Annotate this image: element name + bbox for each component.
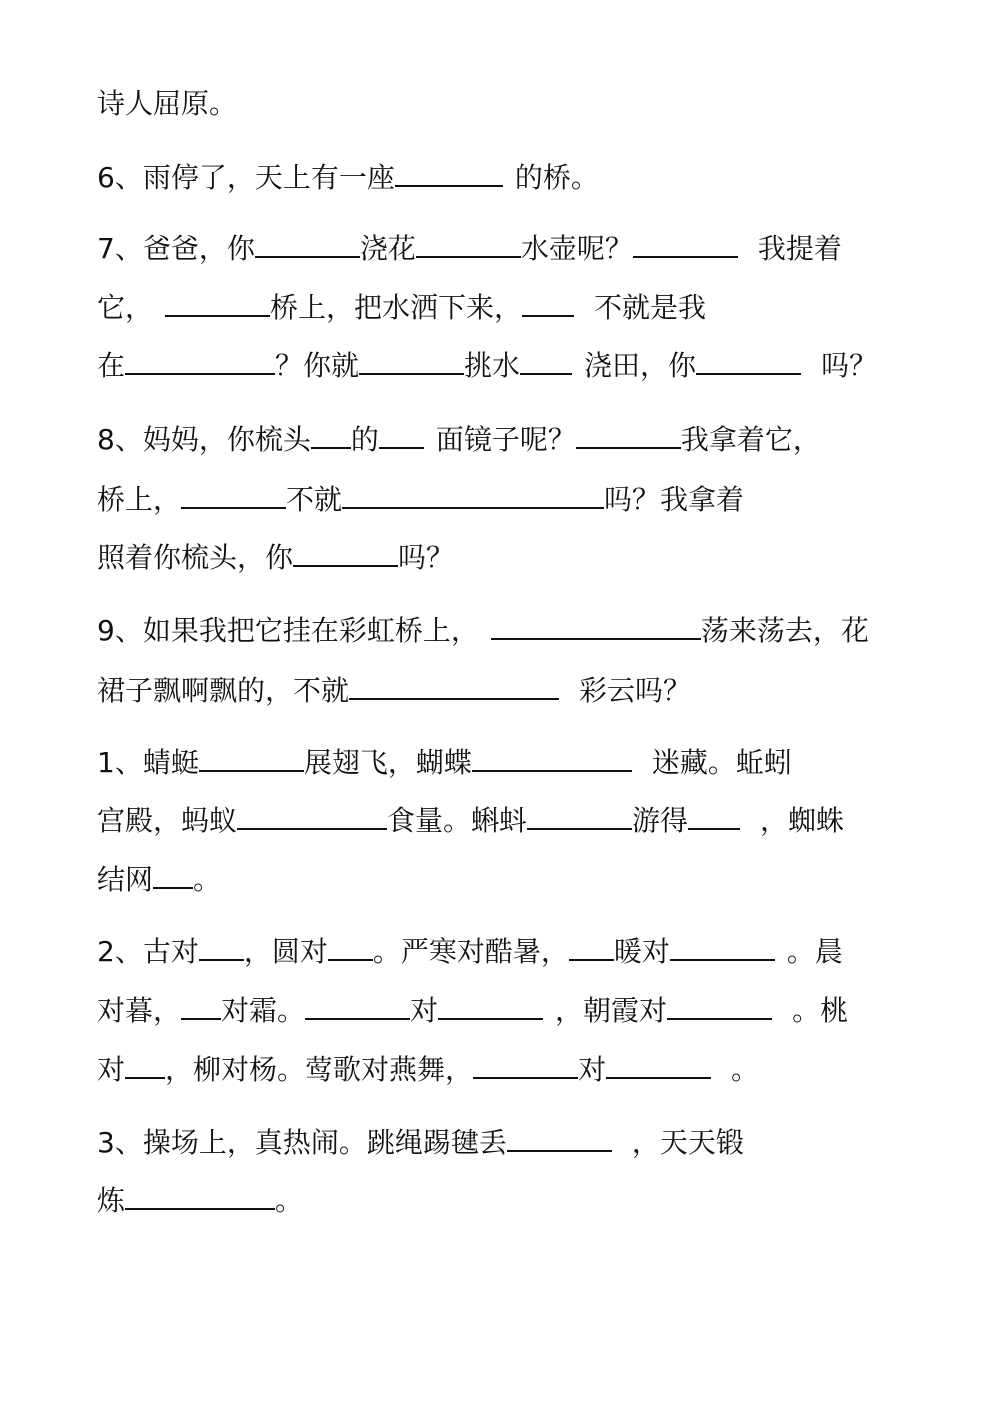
fill-blank[interactable] <box>438 1017 543 1020</box>
fill-blank[interactable] <box>491 637 701 640</box>
fill-blank[interactable] <box>670 958 775 961</box>
line-text: 2、古对 <box>97 935 199 968</box>
fill-blank[interactable] <box>293 564 398 567</box>
text-line <box>97 801 844 841</box>
line-text: 对 <box>97 1053 126 1086</box>
fill-blank[interactable] <box>342 506 604 509</box>
line-text: 它， <box>97 291 154 324</box>
fill-blank[interactable] <box>522 314 574 317</box>
fill-blank[interactable] <box>472 769 632 772</box>
line-text: 迷藏。蚯蚓 <box>651 746 792 779</box>
line-text: 的 <box>350 423 379 456</box>
line-text: 6、雨停了，天上有一座 <box>97 161 395 194</box>
fill-blank[interactable] <box>125 1207 275 1210</box>
fill-blank[interactable] <box>507 1149 612 1152</box>
line-text: 水壶呢？ <box>520 232 633 265</box>
line-text: 结网 <box>97 863 154 896</box>
line-text: 荡来荡去，花 <box>700 614 869 647</box>
line-text: 裙子飘啊飘的，不就 <box>97 674 350 707</box>
text-line <box>97 480 744 520</box>
line-text: 对 <box>410 994 439 1027</box>
line-text: 。晨 <box>786 935 843 968</box>
fill-blank[interactable] <box>379 446 424 449</box>
line-text: 不就 <box>286 483 343 516</box>
fill-blank[interactable] <box>125 1076 165 1079</box>
fill-blank[interactable] <box>395 184 503 187</box>
line-text: ，蜘蛛 <box>760 804 845 837</box>
question-1 <box>97 743 792 783</box>
question-7 <box>97 229 842 269</box>
line-text: 。 <box>193 863 222 896</box>
line-text: 不就是我 <box>594 291 707 324</box>
line-text: 展翅飞，蝴蝶 <box>303 746 472 779</box>
line-text: 面镜子呢？ <box>435 423 576 456</box>
line-text: 。 <box>731 1053 760 1086</box>
line-text: 的桥。 <box>514 161 599 194</box>
line-text: 挑水 <box>464 349 521 382</box>
fill-blank[interactable] <box>199 769 304 772</box>
fill-blank[interactable] <box>125 372 275 375</box>
line-text: 9、如果我把它挂在彩虹桥上， <box>97 614 479 647</box>
line-text: ，朝霞对 <box>555 994 668 1027</box>
line-text: 3、操场上，真热闹。跳绳踢毽丢 <box>97 1126 507 1159</box>
line-text: 照着你梳头，你 <box>97 541 294 574</box>
fill-blank[interactable] <box>606 1076 711 1079</box>
line-text: 。严寒对酷暑， <box>372 935 569 968</box>
line-text: 我拿着它， <box>680 423 821 456</box>
text-line <box>97 346 877 386</box>
fill-blank[interactable] <box>527 827 632 830</box>
text-line <box>97 991 848 1031</box>
question-3 <box>97 1123 744 1163</box>
line-text: 暖对 <box>613 935 670 968</box>
fill-blank[interactable] <box>199 958 244 961</box>
fill-blank[interactable] <box>181 1017 221 1020</box>
fill-blank[interactable] <box>311 446 351 449</box>
fill-blank[interactable] <box>255 255 360 258</box>
line-text: 诗人屈原。 <box>97 87 238 120</box>
line-text: 桥上， <box>97 483 182 516</box>
question-6 <box>97 158 599 198</box>
line-text: 对 <box>578 1053 607 1086</box>
line-text: 游得 <box>632 804 689 837</box>
line-text: 吗？ <box>821 349 878 382</box>
fill-blank[interactable] <box>576 446 681 449</box>
text-line <box>97 1181 303 1221</box>
line-text: 浇花 <box>359 232 416 265</box>
fill-blank[interactable] <box>237 827 387 830</box>
question-2 <box>97 932 843 972</box>
fill-blank[interactable] <box>165 314 270 317</box>
text-line <box>97 860 221 900</box>
line-text: 彩云吗？ <box>579 674 692 707</box>
line-text: 浇田，你 <box>584 349 697 382</box>
text-line <box>97 288 706 328</box>
text-line <box>97 84 237 124</box>
fill-blank[interactable] <box>520 372 572 375</box>
line-text: 在 <box>97 349 126 382</box>
line-text: 8、妈妈，你梳头 <box>97 423 311 456</box>
line-text: 吗？ <box>398 541 455 574</box>
line-text: 7、爸爸，你 <box>97 232 255 265</box>
fill-blank[interactable] <box>349 697 559 700</box>
text-line <box>97 671 691 711</box>
fill-blank[interactable] <box>328 958 373 961</box>
text-line <box>97 1050 759 1090</box>
question-8 <box>97 420 821 460</box>
fill-blank[interactable] <box>153 886 193 889</box>
line-text: ，圆对 <box>243 935 328 968</box>
line-text: 宫殿，蚂蚁 <box>97 804 238 837</box>
fill-blank[interactable] <box>359 372 464 375</box>
line-text: 炼 <box>97 1184 126 1217</box>
line-text: 对暮， <box>97 994 182 1027</box>
fill-blank[interactable] <box>305 1017 410 1020</box>
fill-blank[interactable] <box>696 372 801 375</box>
fill-blank[interactable] <box>473 1076 578 1079</box>
line-text: 对霜。 <box>221 994 306 1027</box>
line-text: 食量。蝌蚪 <box>387 804 528 837</box>
line-text: 吗？我拿着 <box>604 483 745 516</box>
line-text: ？你就 <box>275 349 360 382</box>
fill-blank[interactable] <box>633 255 738 258</box>
question-9 <box>97 611 869 651</box>
line-text: 桥上，把水洒下来， <box>270 291 523 324</box>
fill-blank[interactable] <box>569 958 614 961</box>
text-line <box>97 538 454 578</box>
fill-blank[interactable] <box>181 506 286 509</box>
line-text: ，柳对杨。莺歌对燕舞， <box>165 1053 474 1086</box>
line-text: 1、蜻蜓 <box>97 746 199 779</box>
fill-blank[interactable] <box>688 827 740 830</box>
line-text: 。桃 <box>792 994 849 1027</box>
line-text: ，天天锻 <box>631 1126 744 1159</box>
line-text: 我提着 <box>757 232 842 265</box>
fill-blank[interactable] <box>416 255 521 258</box>
line-text: 。 <box>275 1184 304 1217</box>
fill-blank[interactable] <box>667 1017 772 1020</box>
